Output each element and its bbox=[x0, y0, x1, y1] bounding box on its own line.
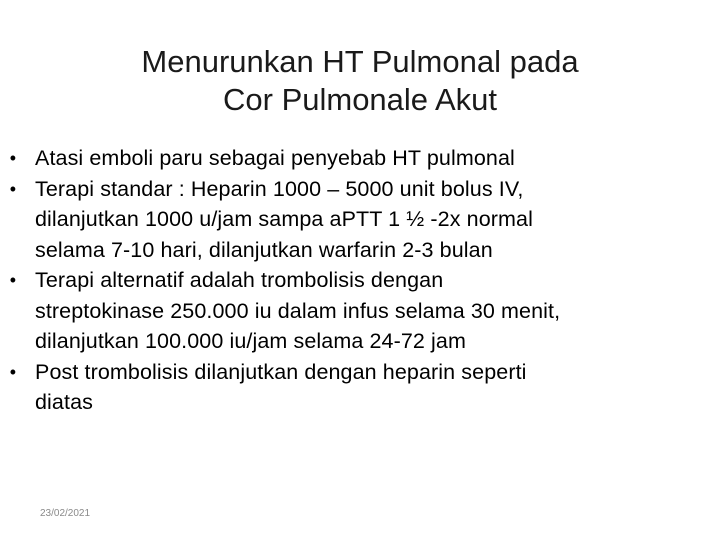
bullet-item-3 bbox=[0, 265, 720, 357]
bullet-dot-icon: • bbox=[9, 148, 17, 168]
bullet-2-line-3: selama 7-10 hari, dilanjutkan warfarin 2-3 bulan bbox=[35, 237, 493, 262]
bullet-dot-icon: • bbox=[9, 270, 17, 290]
bullet-list bbox=[0, 143, 720, 418]
bullet-2-line-2: dilanjutkan 1000 u/jam sampa aPTT 1 ½ -2x normal bbox=[35, 207, 533, 231]
slide-title bbox=[60, 43, 660, 119]
bullet-item-2 bbox=[0, 174, 720, 266]
bullet-dot-icon: • bbox=[9, 178, 17, 199]
bullet-3-line-1: Terapi alternatif adalah trombolisis dengan bbox=[35, 268, 444, 292]
bullet-2-line-1: Terapi standar : Heparin 1000 – 5000 unit bolus IV, bbox=[35, 176, 524, 201]
bullet-4-line-1: Post trombolisis dilanjutkan dengan heparin seperti bbox=[35, 359, 527, 384]
slide-title-line-1: Menurunkan HT Pulmonal pada bbox=[141, 43, 579, 79]
bullet-3-line-3: dilanjutkan 100.000 iu/jam selama 24-72 jam bbox=[35, 329, 466, 353]
bullet-item-1 bbox=[0, 143, 720, 174]
bullet-dot-icon: • bbox=[9, 361, 17, 382]
bullet-1-line-1: Atasi emboli paru sebagai penyebab HT pulmonal bbox=[35, 146, 515, 170]
bullet-item-4 bbox=[0, 357, 720, 418]
footer-date: 23/02/2021 bbox=[40, 508, 91, 519]
bullet-4-line-2: diatas bbox=[35, 390, 93, 414]
slide-title-line-2: Cor Pulmonale Akut bbox=[223, 81, 497, 117]
bullet-3-line-2: streptokinase 250.000 iu dalam infus selama 30 menit, bbox=[35, 298, 561, 323]
